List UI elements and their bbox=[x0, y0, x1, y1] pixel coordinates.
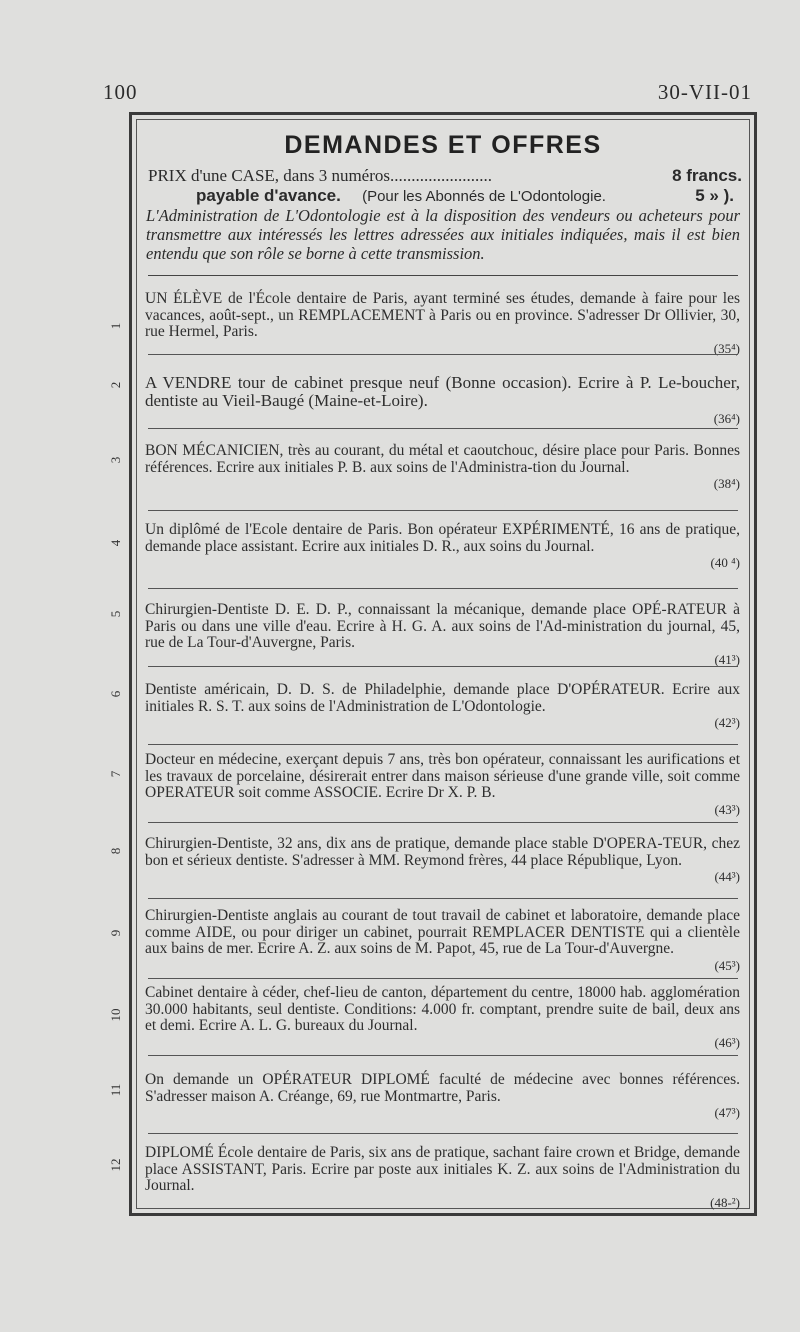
listing-ref: (47³) bbox=[714, 1105, 740, 1120]
listing-ref: (38⁴) bbox=[713, 476, 740, 491]
listing-text: Chirurgien-Dentiste D. E. D. P., connaissant la mécanique, demande place OPÉ-RATEUR à Paris ou dans une ville d'eau. Ecrire à H. G. A. aux soins de l'Ad-ministration du journal, 45, rue de La Tour-d'Auvergne, Paris. bbox=[145, 601, 740, 651]
listing-ref: (45³) bbox=[714, 957, 740, 973]
margin-number: 5 bbox=[108, 610, 123, 618]
divider bbox=[148, 744, 738, 745]
listing-text: On demande un OPÉRATEUR DIPLOMÉ faculté de médecine avec bonnes références. S'adresser maison A. Créange, 69, rue Montmartre, Paris. bbox=[145, 1071, 740, 1105]
divider bbox=[148, 822, 738, 823]
listing-ref: (48-²) bbox=[710, 1194, 740, 1210]
issue-date: 30-VII-01 bbox=[657, 80, 752, 104]
price-amount: 8 francs. bbox=[672, 166, 742, 185]
listing-text: Cabinet dentaire à céder, chef-lieu de canton, département du centre, 18000 hab. agglomération 30.000 habitants, seul dentiste. Conditions: 4.000 fr. comptant, prendre suite de bail, deux ans et demi. Ecrire A. L. G. bureaux du Journal. bbox=[145, 984, 740, 1034]
listing-7 bbox=[145, 752, 740, 818]
listing-ref: (46³) bbox=[714, 1034, 740, 1050]
listing-text: DIPLOMÉ École dentaire de Paris, six ans de pratique, sachant faire crown et Bridge, demande place ASSISTANT, Paris. Ecrire par poste aux initiales K. Z. aux soins de l'Administration du Journal. bbox=[145, 1144, 740, 1194]
payment-terms: payable d'avance. bbox=[196, 186, 341, 205]
listing-5 bbox=[145, 602, 740, 668]
divider bbox=[148, 588, 738, 589]
margin-number: 2 bbox=[108, 381, 123, 389]
divider bbox=[148, 510, 738, 511]
listing-ref: (40 ⁴) bbox=[710, 555, 740, 570]
listing-6 bbox=[145, 682, 740, 732]
price-text: PRIX d'une CASE, dans 3 numéros........................ bbox=[148, 166, 493, 185]
listing-12 bbox=[145, 1145, 740, 1211]
divider bbox=[148, 898, 738, 899]
listing-11 bbox=[145, 1072, 740, 1122]
margin-number: 8 bbox=[108, 847, 123, 855]
page-number: 100 bbox=[103, 80, 138, 104]
margin-number: 11 bbox=[108, 1083, 123, 1097]
divider bbox=[148, 978, 738, 979]
margin-number: 12 bbox=[108, 1158, 123, 1172]
subscriber-note: (Pour les Abonnés de L'Odontologie. bbox=[362, 188, 606, 205]
listing-9 bbox=[145, 908, 740, 974]
listing-text: Chirurgien-Dentiste anglais au courant de tout travail de cabinet et laboratoire, demande place comme AIDE, ou pour diriger un cabinet, pourrait REMPLACER DENTISTE qui a clientèle aux bains de mer. Ecrire A. Z. aux soins de M. Papot, 45, rue de La Tour-d'Auvergne. bbox=[145, 907, 740, 957]
listing-text: BON MÉCANICIEN, très au courant, du métal et caoutchouc, désire place pour Paris. Bonnes références. Ecrire aux initiales P. B. aux soins de l'Administra-tion du Journal. bbox=[145, 442, 740, 476]
listing-text: Un diplômé de l'Ecole dentaire de Paris. Bon opérateur EXPÉRIMENTÉ, 16 ans de pratique, demande place assistant. Ecrire aux initiales D. R., aux soins du Journal. bbox=[145, 521, 740, 555]
section-title: DEMANDES ET OFFRES bbox=[284, 131, 602, 159]
listing-ref: (42³) bbox=[714, 715, 740, 730]
listing-text: A VENDRE tour de cabinet presque neuf (Bonne occasion). Ecrire à P. Le-boucher, dentiste au Vieil-Baugé (Maine-et-Loire). bbox=[145, 373, 740, 410]
margin-number: 7 bbox=[108, 770, 123, 778]
divider bbox=[148, 1133, 738, 1134]
listing-4 bbox=[145, 522, 740, 572]
margin-number: 10 bbox=[108, 1008, 123, 1022]
listing-ref: (44³) bbox=[714, 869, 740, 884]
listing-8 bbox=[145, 836, 740, 886]
margin-number: 4 bbox=[108, 539, 123, 547]
intro-text: L'Administration de L'Odontologie est à la disposition des vendeurs ou acheteurs pour transmettre aux intéressés les lettres adressées aux initiales indiquées, mais il est bien entendu que son rôle se borne à cette transmission. bbox=[146, 206, 740, 263]
listing-1 bbox=[145, 291, 740, 357]
margin-number: 1 bbox=[108, 322, 123, 330]
listing-ref: (36⁴) bbox=[713, 411, 740, 426]
margin-number: 9 bbox=[108, 929, 123, 937]
margin-number: 3 bbox=[108, 456, 123, 464]
divider bbox=[148, 428, 738, 429]
listing-3 bbox=[145, 443, 740, 493]
divider bbox=[148, 354, 738, 355]
price-line-1 bbox=[148, 166, 742, 186]
listing-text: Chirurgien-Dentiste, 32 ans, dix ans de pratique, demande place stable D'OPERA-TEUR, chez bon et sérieux dentiste. S'adresser à MM. Reymond frères, 44 place République, Lyon. bbox=[145, 835, 740, 869]
divider bbox=[148, 1055, 738, 1056]
subscriber-amount: 5 » ). bbox=[695, 186, 734, 205]
listing-ref: (43³) bbox=[714, 801, 740, 817]
price-line-2 bbox=[148, 186, 742, 206]
listing-text: Dentiste américain, D. D. S. de Philadelphie, demande place D'OPÉRATEUR. Ecrire aux initiales R. S. T. aux soins de l'Administration de L'Odontologie. bbox=[145, 681, 740, 715]
listing-2 bbox=[145, 374, 740, 428]
listing-text: Docteur en médecine, exerçant depuis 7 ans, très bon opérateur, connaissant les aurifications et les travaux de porcelaine, désirerait entrer dans maison sérieuse d'une grande ville, soit comme OPERATEUR soit comme ASSOCIE. Ecrire Dr X. P. B. bbox=[145, 751, 740, 801]
listing-ref: (41³) bbox=[714, 651, 740, 667]
listing-text: UN ÉLÈVE de l'École dentaire de Paris, ayant terminé ses études, demande à faire pour les vacances, août-sept., un REMPLACEMENT à Paris ou en province. S'adresser Dr Ollivier, 30, rue Hermel, Paris. bbox=[145, 290, 740, 340]
divider bbox=[148, 666, 738, 667]
listing-10 bbox=[145, 985, 740, 1051]
page-header bbox=[0, 80, 800, 108]
divider bbox=[148, 275, 738, 276]
listing-ref: (35⁴) bbox=[713, 340, 740, 356]
margin-number: 6 bbox=[108, 690, 123, 698]
